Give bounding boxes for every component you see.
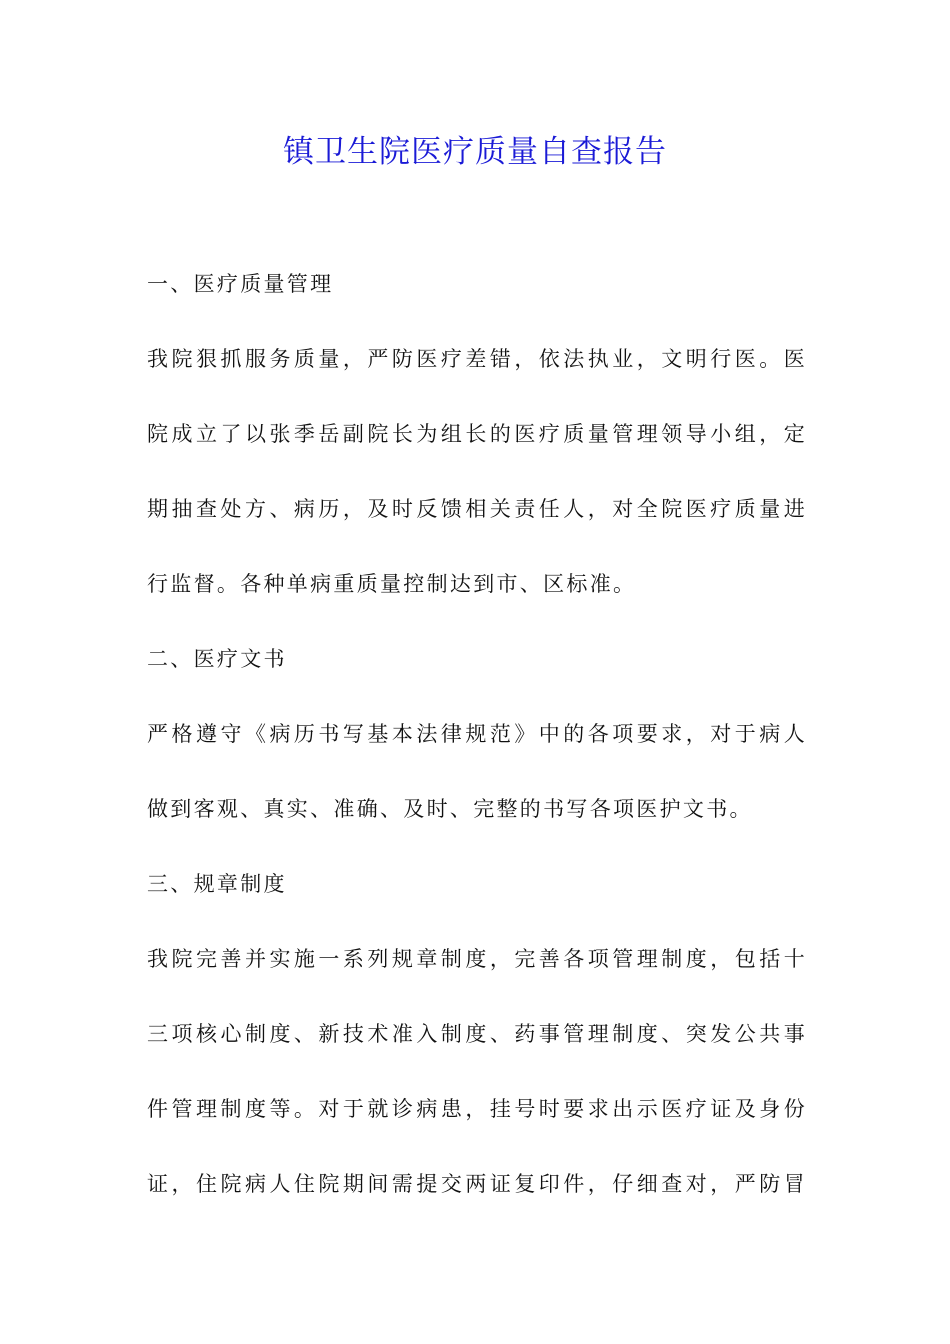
section-heading-regulations: 三、规章制度 — [147, 872, 287, 896]
paragraph-line: 我院狠抓服务质量，严防医疗差错，依法执业，文明行医。医 — [147, 347, 807, 371]
paragraph-line: 我院完善并实施一系列规章制度，完善各项管理制度，包括十 — [147, 947, 807, 971]
paragraph-line: 三项核心制度、新技术准入制度、药事管理制度、突发公共事 — [147, 1022, 807, 1046]
paragraph-line: 院成立了以张季岳副院长为组长的医疗质量管理领导小组，定 — [147, 422, 807, 446]
paragraph-line: 证，住院病人住院期间需提交两证复印件，仔细查对，严防冒 — [147, 1172, 807, 1196]
paragraph-line: 严格遵守《病历书写基本法律规范》中的各项要求，对于病人 — [147, 722, 807, 746]
document-body — [147, 262, 807, 1237]
paragraph-line: 做到客观、真实、准确、及时、完整的书写各项医护文书。 — [147, 797, 753, 821]
paragraph-line: 件管理制度等。对于就诊病患，挂号时要求出示医疗证及身份 — [147, 1097, 807, 1121]
paragraph-line: 行监督。各种单病重质量控制达到市、区标准。 — [147, 572, 637, 596]
document-title: 镇卫生院医疗质量自查报告 — [283, 134, 667, 170]
section-heading-medical-documents: 二、医疗文书 — [147, 647, 287, 671]
section-heading-quality-management: 一、医疗质量管理 — [147, 272, 334, 296]
paragraph-line: 期抽查处方、病历，及时反馈相关责任人，对全院医疗质量进 — [147, 497, 807, 521]
